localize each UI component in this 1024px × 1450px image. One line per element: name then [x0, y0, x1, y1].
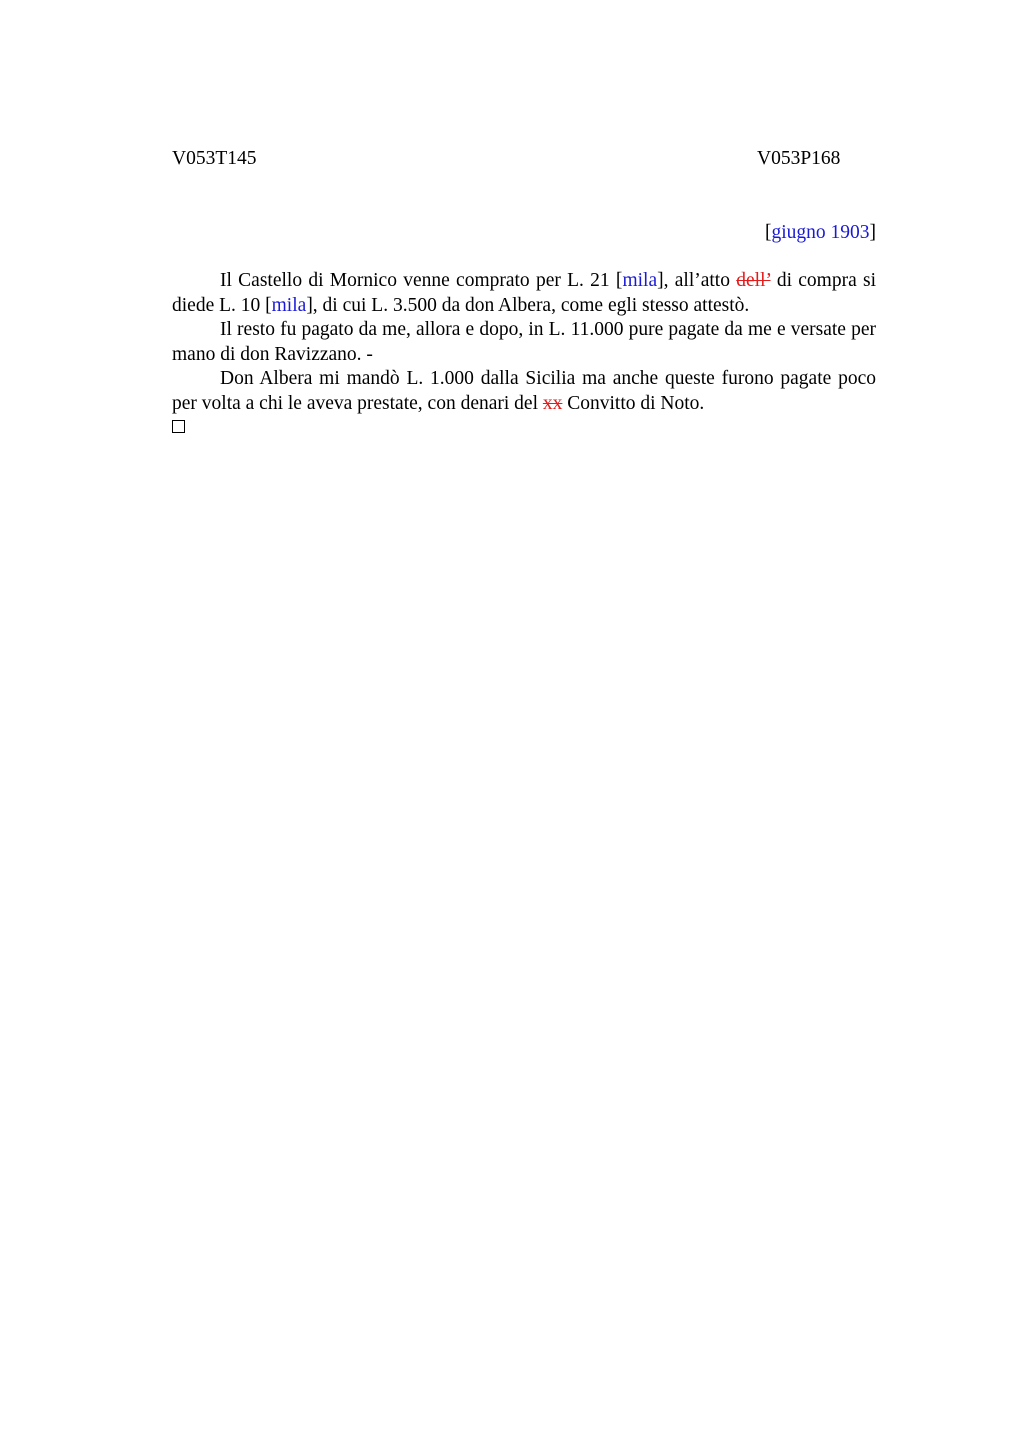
paragraph-1-part-c: ], all’atto [657, 270, 737, 291]
paragraph-1-part-f: ], di cui L. 3.500 da don Albera, come egli stesso attestò. [306, 294, 750, 316]
paragraph-3-part-b: Convitto di Noto. [562, 392, 705, 414]
date-line [172, 221, 876, 245]
paragraph-2: Il resto fu pagato da me, allora e dopo, in L. 11.000 pure pagate da me e versate per mano di don Ravizzano. - [172, 319, 876, 365]
date-close-bracket: ] [869, 222, 876, 243]
editorial-insertion: mila [622, 270, 658, 291]
deleted-text: dell’ [736, 270, 771, 291]
date-text: giugno 1903 [771, 222, 870, 243]
date-open-bracket: [ [764, 222, 772, 243]
body-text [172, 269, 876, 433]
document-code-left: V053T145 [172, 148, 257, 169]
paragraph-1-part-d: di compra si diede L. 10 [ [172, 270, 876, 316]
paragraph-1 [172, 269, 876, 318]
paragraph-1-part-a: Il Castello di Mornico venne comprato per L. 21 [ [220, 270, 623, 291]
paragraph-3-part-a: Don Albera mi mandò L. 1.000 dalla Sicilia ma anche queste furono pagate poco per volta a chi le aveva prestate, con denari del [172, 368, 876, 414]
editorial-insertion: mila [271, 294, 307, 316]
deleted-text: xx [542, 392, 563, 414]
end-of-text-box-icon [172, 420, 185, 433]
document-code-right: V053P168 [757, 148, 841, 169]
paragraph-3 [172, 367, 876, 416]
